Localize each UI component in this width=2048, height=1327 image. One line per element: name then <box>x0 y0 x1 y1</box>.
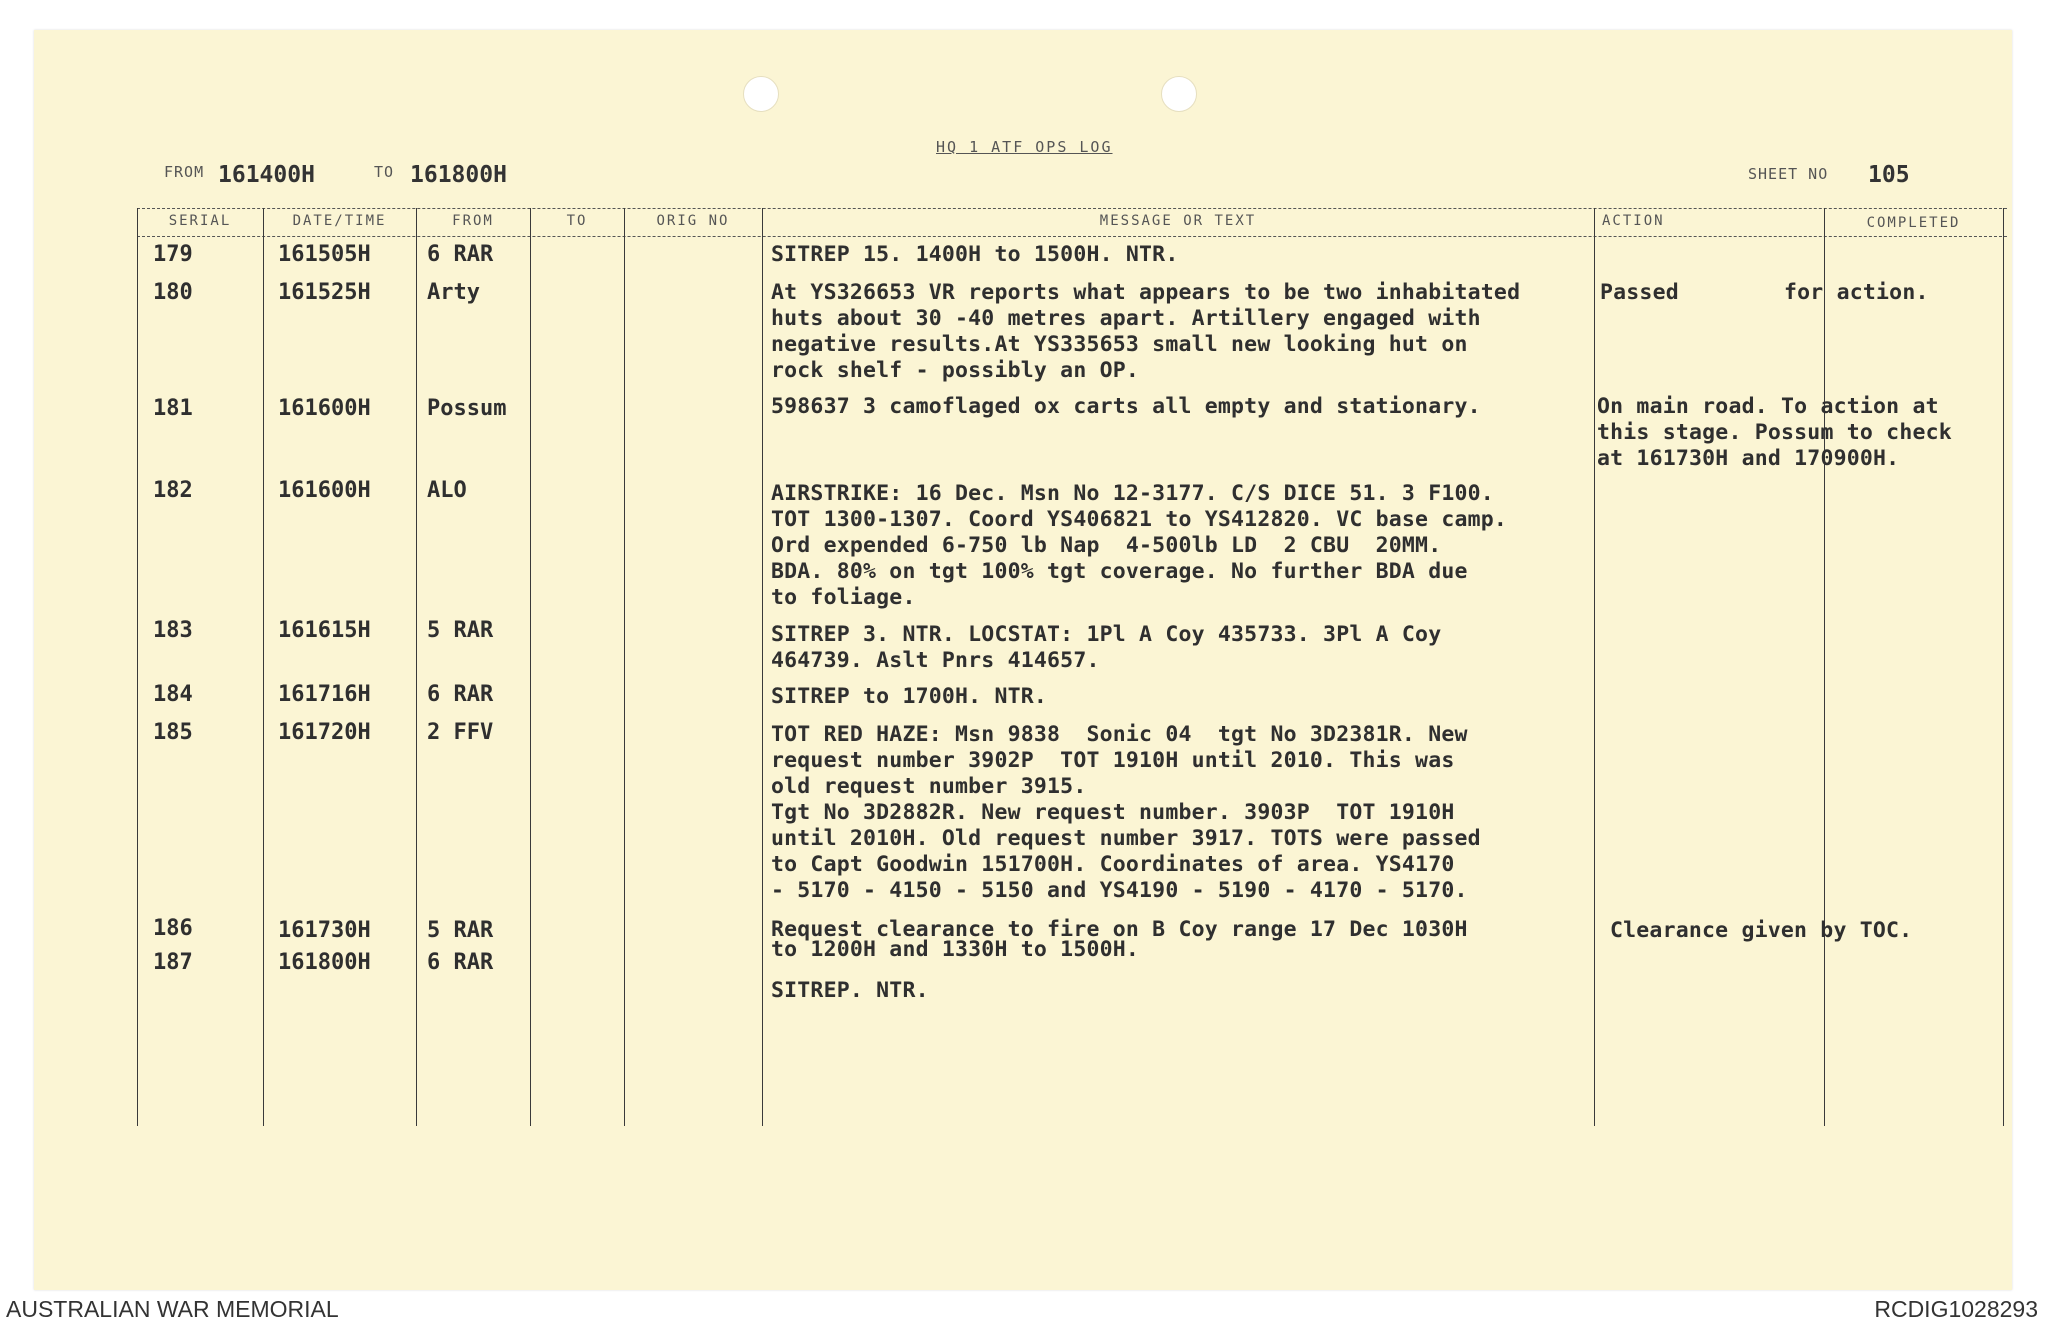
message-cell: SITREP 15. 1400H to 1500H. NTR. <box>771 242 1179 267</box>
column-header-action: ACTION <box>1602 213 1665 229</box>
datetime-cell: 161505H <box>278 242 371 267</box>
action-cell: On main road. To action at this stage. Possum to check at 161730H and 170900H. <box>1597 394 1952 471</box>
datetime-cell: 161730H <box>278 918 371 943</box>
column-header-to: TO <box>566 213 588 229</box>
serial-cell: 183 <box>153 618 193 643</box>
from-cell: Arty <box>427 280 480 305</box>
column-header-serial: SERIAL <box>168 213 232 229</box>
message-cell: 598637 3 camoflaged ox carts all empty and stationary. <box>771 394 1481 419</box>
col-divider <box>624 208 625 1126</box>
datetime-cell: 161600H <box>278 478 371 503</box>
message-cell: SITREP. NTR. <box>771 978 929 1003</box>
punch-hole-right <box>1161 76 1197 112</box>
message-cell: SITREP 3. NTR. LOCSTAT: 1Pl A Coy 435733. 3Pl A Coy 464739. Aslt Pnrs 414657. <box>771 622 1442 673</box>
serial-cell: 181 <box>153 396 193 421</box>
from-cell: 6 RAR <box>427 242 494 267</box>
column-header-orig-no: ORIG NO <box>656 213 730 229</box>
log-title: HQ 1 ATF OPS LOG <box>936 138 1113 156</box>
serial-cell: 186 <box>153 916 193 941</box>
from-cell: 6 RAR <box>427 950 494 975</box>
message-cell: Request clearance to fire on B Coy range 17 Dec 1030H to 1200H and 1330H to 1500H. <box>771 917 1468 962</box>
datetime-cell: 161600H <box>278 396 371 421</box>
col-divider <box>1594 208 1595 1126</box>
from-value: 161400H <box>218 162 315 188</box>
table-top-rule <box>137 208 2007 209</box>
column-header-from: FROM <box>452 213 494 229</box>
action-cell: Clearance given by TOC. <box>1610 918 1913 943</box>
datetime-cell: 161615H <box>278 618 371 643</box>
col-divider <box>762 208 763 1126</box>
from-label: FROM <box>164 163 205 181</box>
column-header-message: MESSAGE OR TEXT <box>1099 213 1257 229</box>
column-header-datetime: DATE/TIME <box>292 213 387 229</box>
serial-cell: 180 <box>153 280 193 305</box>
from-cell: 5 RAR <box>427 618 494 643</box>
datetime-cell: 161800H <box>278 950 371 975</box>
message-cell: TOT RED HAZE: Msn 9838 Sonic 04 tgt No 3D2381R. New request number 3902P TOT 1910H until 2010. This was old request number 3915. Tgt No 3D2882R. New request number. 3903P TOT 1910H until 2010H. Old request number 3917. TOTS were passed to Capt Goodwin 151700H. Coordinates of area. YS4170 - 5170 - 4150 - 5150 and YS4190 - 5190 - 4170 - 5170. <box>771 722 1481 903</box>
punch-hole-left <box>743 76 779 112</box>
col-divider <box>263 208 264 1126</box>
from-cell: ALO <box>427 478 467 503</box>
to-label: TO <box>374 163 395 181</box>
message-cell: AIRSTRIKE: 16 Dec. Msn No 12-3177. C/S DICE 51. 3 F100. TOT 1300-1307. Coord YS406821 to YS412820. VC base camp. Ord expended 6-750 lb Nap 4-500lb LD 2 CBU 20MM. BDA. 80% on tgt 100% tgt coverage. No further BDA due to foliage. <box>771 481 1508 610</box>
serial-cell: 179 <box>153 242 193 267</box>
message-cell: SITREP to 1700H. NTR. <box>771 684 1048 709</box>
serial-cell: 182 <box>153 478 193 503</box>
footer-catalog-id: RCDIG1028293 <box>1874 1296 2038 1322</box>
sheet-label: SHEET NO <box>1748 165 1829 183</box>
col-divider <box>137 208 138 1126</box>
col-divider <box>1824 208 1825 1126</box>
column-header-completed: COMPLETED <box>1866 215 1961 231</box>
header-bottom-rule <box>137 236 2007 237</box>
serial-cell: 185 <box>153 720 193 745</box>
datetime-cell: 161525H <box>278 280 371 305</box>
from-cell: 6 RAR <box>427 682 494 707</box>
col-divider <box>530 208 531 1126</box>
from-cell: 2 FFV <box>427 720 494 745</box>
action-cell: Passed for action. <box>1600 280 1929 305</box>
datetime-cell: 161720H <box>278 720 371 745</box>
from-cell: Possum <box>427 396 507 421</box>
serial-cell: 184 <box>153 682 193 707</box>
from-cell: 5 RAR <box>427 918 494 943</box>
datetime-cell: 161716H <box>278 682 371 707</box>
col-divider <box>2003 208 2004 1126</box>
col-divider <box>416 208 417 1126</box>
sheet-value: 105 <box>1868 162 1910 188</box>
message-cell: At YS326653 VR reports what appears to be two inhabitated huts about 30 -40 metres apart. Artillery engaged with negative results.At YS335653 small new looking hut on rock shelf - possibly an OP. <box>771 280 1521 383</box>
to-value: 161800H <box>410 162 507 188</box>
footer-source: AUSTRALIAN WAR MEMORIAL <box>6 1296 339 1322</box>
serial-cell: 187 <box>153 950 193 975</box>
